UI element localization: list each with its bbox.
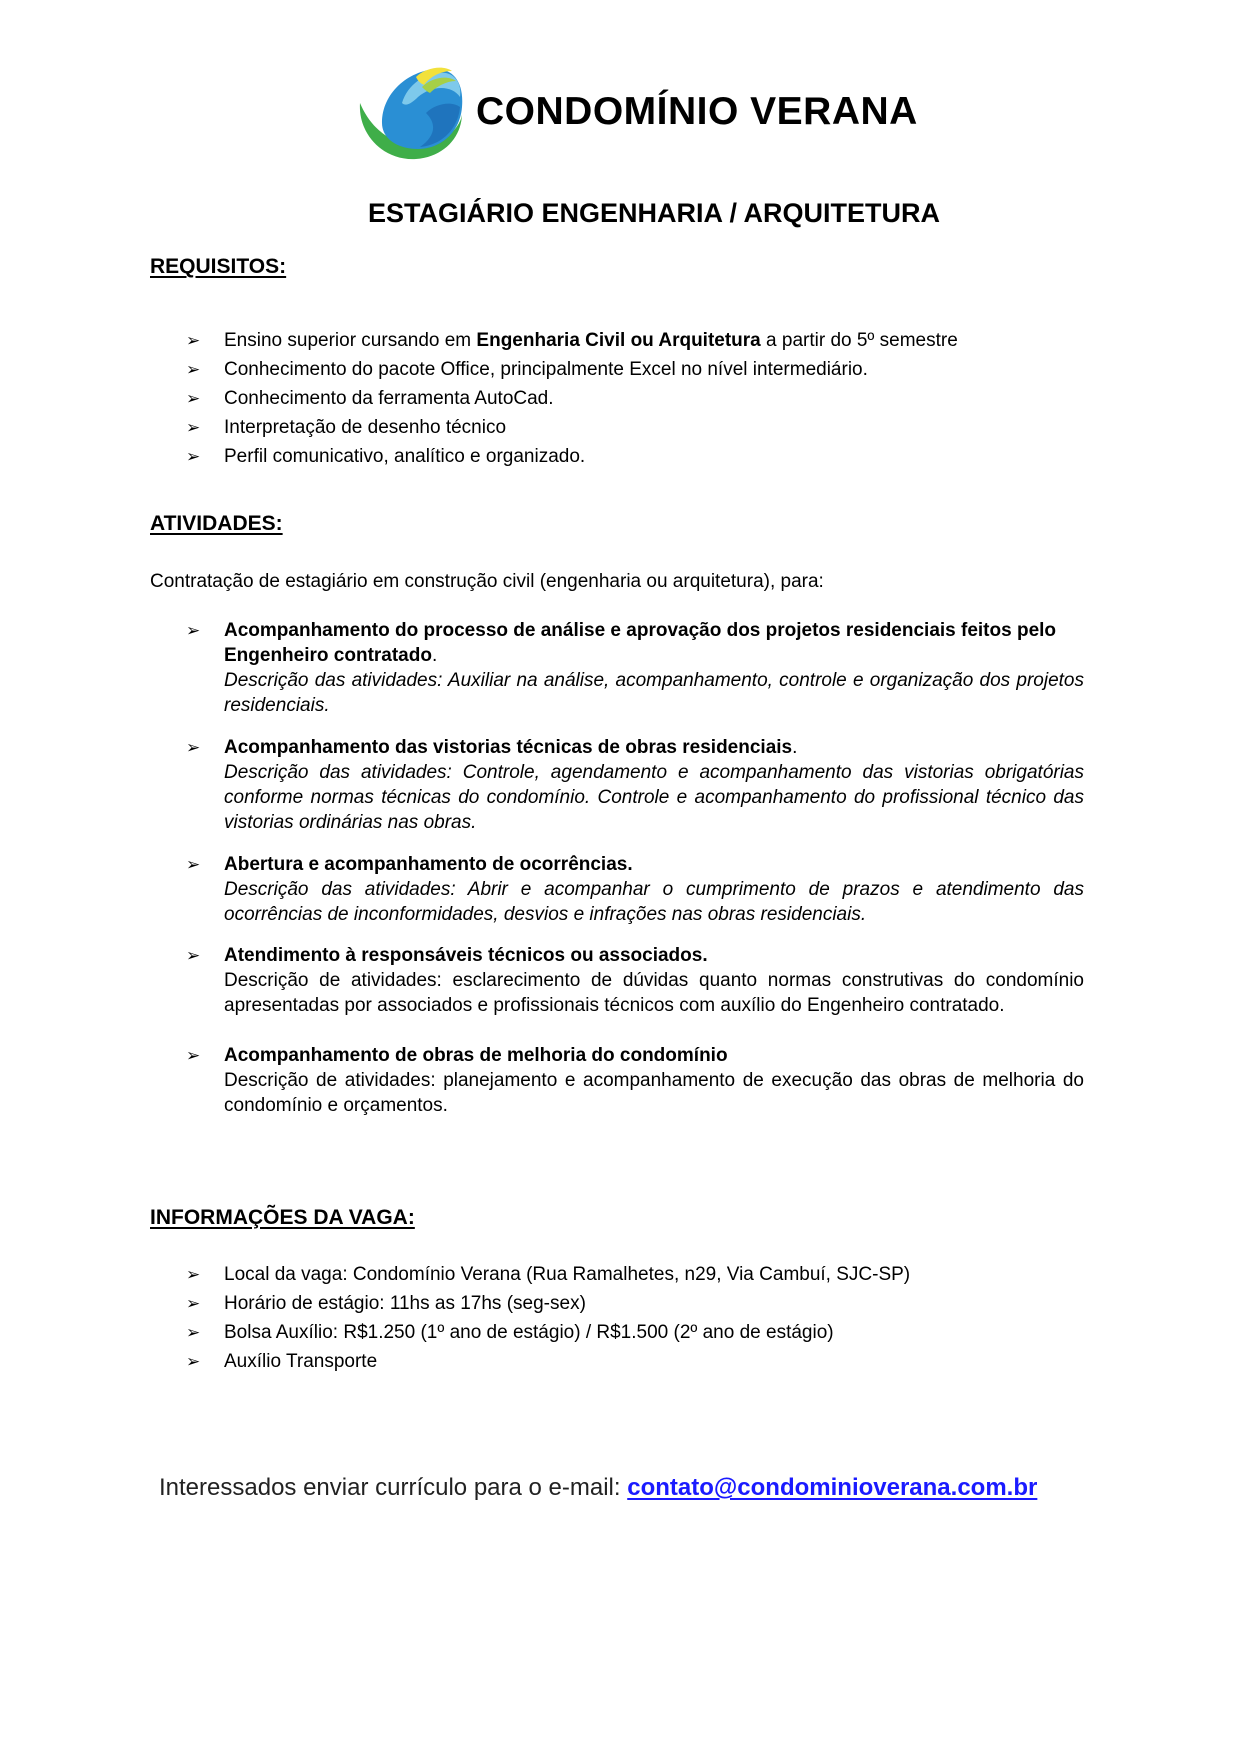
arrowhead-bullet-icon: ➢ [186,389,201,408]
info-text: Horário de estágio: 11hs as 17hs (seg-sex) [224,1293,586,1314]
activity-description: Descrição de atividades: planejamento e acompanhamento de execução das obras de melhoria do condomínio e orçamentos. [224,1070,1084,1116]
activity-item [186,618,1086,718]
requisitos-heading: REQUISITOS: [150,255,287,278]
requisito-text: Ensino superior cursando em [224,330,477,351]
list-item [186,1347,910,1376]
arrowhead-bullet-icon: ➢ [186,331,201,350]
footer-contact [159,1474,1037,1502]
arrowhead-bullet-icon: ➢ [186,855,201,874]
informacoes-list [186,1260,910,1376]
list-item [186,355,958,384]
arrowhead-bullet-icon: ➢ [186,1352,201,1371]
atividades-intro: Contratação de estagiário em construção civil (engenharia ou arquitetura), para: [150,571,824,592]
informacoes-heading: INFORMAÇÕES DA VAGA: [150,1206,415,1229]
activity-title: Atendimento à responsáveis técnicos ou associados. [224,945,708,966]
activity-description: Descrição das atividades: Abrir e acompanhar o cumprimento de prazos e atendimento das ocorrências de inconformidades, desvios e infrações nas obras residenciais. [224,879,1084,925]
list-item [186,326,958,355]
activity-description: Descrição de atividades: esclarecimento de dúvidas quanto normas construtivas do condomínio apresentadas por associados e profissionais técnicos com auxílio do Engenheiro contratado. [224,970,1084,1016]
activity-item [186,1043,1086,1118]
activity-item [186,852,1086,927]
activity-title: Abertura e acompanhamento de ocorrências. [224,854,633,875]
document-title: ESTAGIÁRIO ENGENHARIA / ARQUITETURA [367,198,940,228]
verana-logo-icon [356,63,468,161]
activity-description: Descrição das atividades: Auxiliar na análise, acompanhamento, controle e organização dos projetos residenciais. [224,670,1084,716]
list-item [186,1318,910,1347]
arrowhead-bullet-icon: ➢ [186,447,201,466]
atividades-heading: ATIVIDADES: [150,512,283,535]
email-link[interactable]: contato@condominioverana.com.br [627,1474,1038,1501]
arrowhead-bullet-icon: ➢ [186,1046,201,1065]
arrowhead-bullet-icon: ➢ [186,738,201,757]
footer-text: Interessados enviar currículo para o e-mail: [159,1474,628,1501]
arrowhead-bullet-icon: ➢ [186,418,201,437]
activity-description: Descrição das atividades: Controle, agendamento e acompanhamento das vistorias obrigatórias conforme normas técnicas do condomínio. Controle e acompanhamento do profissional técnico das vistorias ordinárias nas obras. [224,762,1084,833]
list-item [186,1260,910,1289]
header [356,62,918,162]
list-item [186,413,958,442]
info-text: Bolsa Auxílio: R$1.250 (1º ano de estágio) / R$1.500 (2º ano de estágio) [224,1322,834,1343]
activity-title: Acompanhamento de obras de melhoria do condomínio [224,1045,728,1066]
info-text: Local da vaga: Condomínio Verana (Rua Ramalhetes, n29, Via Cambuí, SJC-SP) [224,1264,911,1285]
list-item [186,1289,910,1318]
arrowhead-bullet-icon: ➢ [186,360,201,379]
activity-title-suffix: . [792,737,798,758]
requisito-bold-text: Engenharia Civil ou Arquitetura [476,330,761,351]
requisito-text: Conhecimento do pacote Office, principalmente Excel no nível intermediário. [224,359,868,380]
activity-title-suffix: . [431,645,438,666]
requisito-text: a partir do 5º semestre [760,330,958,351]
arrowhead-bullet-icon: ➢ [186,946,201,965]
list-item [186,384,958,413]
activity-item [186,943,1086,1018]
requisito-text: Perfil comunicativo, analítico e organizado. [224,446,586,467]
requisito-text: Interpretação de desenho técnico [224,417,507,438]
arrowhead-bullet-icon: ➢ [186,1294,201,1313]
arrowhead-bullet-icon: ➢ [186,621,201,640]
arrowhead-bullet-icon: ➢ [186,1265,201,1284]
list-item [186,442,958,471]
requisito-text: Conhecimento da ferramenta AutoCad. [224,388,554,409]
arrowhead-bullet-icon: ➢ [186,1323,201,1342]
activity-item [186,735,1086,835]
requisitos-list [186,326,958,471]
company-name: CONDOMÍNIO VERANA [476,90,918,133]
activity-title: Acompanhamento das vistorias técnicas de obras residenciais [224,737,793,758]
activity-title: Acompanhamento do processo de análise e aprovação dos projetos residenciais feitos pelo Engenheiro contratado [224,620,1057,666]
info-text: Auxílio Transporte [224,1351,378,1372]
